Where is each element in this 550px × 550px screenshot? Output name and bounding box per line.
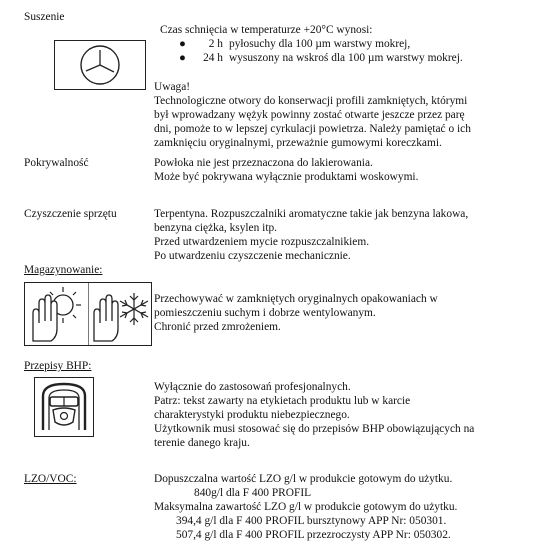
voc-limit-value: 840g/l dla F 400 PROFIL [194, 487, 312, 499]
safety-line: terenie danego kraju. [154, 437, 250, 449]
safety-line: Użytkownik musi stosować się do przepisów BHP obowiązujących na [154, 423, 475, 435]
storage-line: Przechowywać w zamkniętych oryginalnych opakowaniach w [154, 293, 438, 305]
section-label-bhp: Przepisy BHP: [24, 360, 92, 372]
storage-icons-box [24, 282, 152, 346]
safety-line: charakterystyki produktu niebezpiecznego. [154, 409, 350, 421]
face-mask-icon-box [34, 377, 94, 437]
voc-max-value: 394,4 g/l dla F 400 PROFIL bursztynowy APP Nr: 050301. [176, 515, 447, 527]
note-line: zamknięciu oryginalnymi, przeważnie gumowymi koreczkami. [154, 137, 442, 149]
coverage-line: Powłoka nie jest przeznaczona do lakierowania. [154, 157, 373, 169]
drying-item: ● 2 h pyłosuchy dla 100 µm warstwy mokrej, [179, 38, 411, 50]
voc-limit-line: Dopuszczalna wartość LZO g/l w produkcie gotowym do użytku. [154, 473, 453, 485]
voc-max-value: 507,4 g/l dla F 400 PROFIL przezroczysty APP Nr: 050302. [176, 529, 451, 541]
coverage-line: Może być pokrywana wyłącznie produktami woskowymi. [154, 171, 419, 183]
note-line: dni, pomoże to w lepszej cyrkulacji powietrza. Należy pamiętać o ich [154, 123, 471, 135]
safety-line: Patrz: tekst zawarty na etykietach produktu lub w karcie [154, 395, 411, 407]
hand-sun-icon [25, 283, 89, 345]
voc-max-line: Maksymalna zawartość LZO g/l w produkcie gotowym do użytku. [154, 501, 458, 513]
section-label-pokrywalnosc: Pokrywalność [24, 157, 89, 169]
cleaning-line: benzyna ciężka, ksylen itp. [154, 222, 278, 234]
storage-line: Chronić przed zmrożeniem. [154, 321, 281, 333]
face-mask-icon [35, 378, 93, 436]
cleaning-line: Terpentyna. Rozpuszczalniki aromatyczne takie jak benzyna lakowa, [154, 208, 469, 220]
hand-frost-icon [88, 283, 152, 345]
cleaning-line: Po utwardzeniu czyszczenie mechanicznie. [154, 250, 351, 262]
section-label-suszenie: Suszenie [24, 11, 65, 23]
note-title: Uwaga! [154, 81, 191, 93]
safety-line: Wyłącznie do zastosowań profesjonalnych. [154, 381, 351, 393]
section-label-lzo: LZO/VOC: [24, 473, 77, 485]
clock-icon-box [54, 40, 146, 90]
cleaning-line: Przed utwardzeniem mycie rozpuszczalnikiem. [154, 236, 370, 248]
drying-item: ● 24 h wysuszony na wskroś dla 100 µm warstwy mokrej. [179, 52, 463, 64]
section-label-magazynowanie: Magazynowanie: [24, 264, 103, 276]
note-line: Technologiczne otwory do konserwacji profili zamkniętych, którymi [154, 95, 468, 107]
clock-icon [55, 41, 145, 89]
drying-intro: Czas schnięcia w temperaturze +20°C wynosi: [160, 24, 373, 36]
storage-line: pomieszczeniu suchym i dobrze wentylowanym. [154, 307, 376, 319]
section-label-czyszczenie: Czyszczenie sprzętu [24, 208, 117, 220]
note-line: był wprowadzany wężyk powinny zostać otwarte jeszcze przez parę [154, 109, 465, 121]
